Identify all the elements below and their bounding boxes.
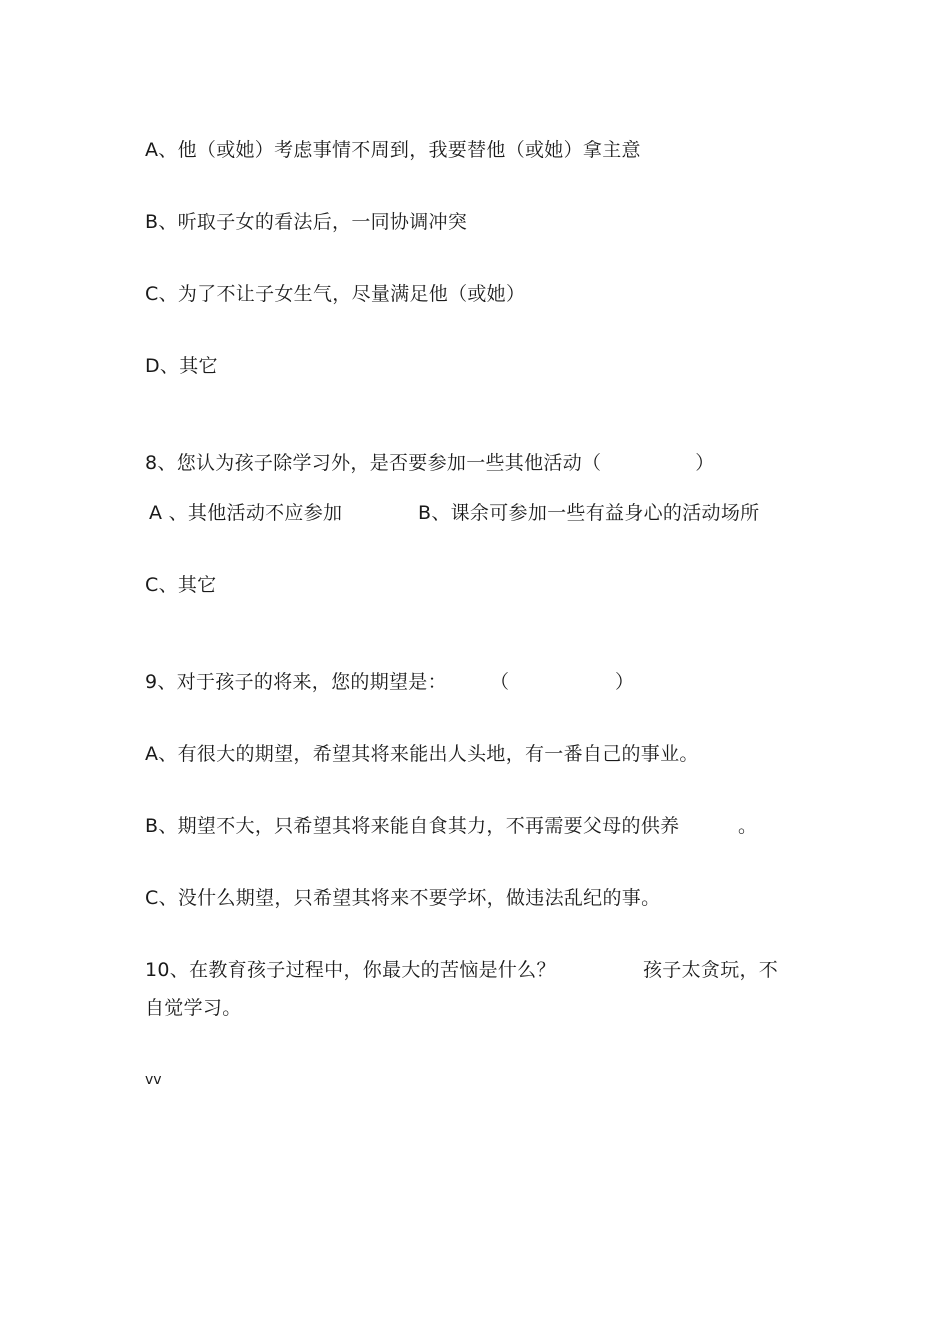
q9-open-paren: （ <box>490 671 510 693</box>
q10-answer-line1: 孩子太贪玩，不 <box>643 959 779 981</box>
q9-close-paren: ） <box>615 671 635 693</box>
q9-question-text: 9、对于孩子的将来，您的期望是： <box>145 671 447 693</box>
q9-option-b-end: 。 <box>738 815 758 837</box>
q9-option-a: A、有很大的期望，希望其将来能出人头地，有一番自己的事业。 <box>145 743 699 765</box>
q10-answer-line2: 自觉学习。 <box>145 997 242 1019</box>
q9-question <box>145 670 447 694</box>
q9-option-b: B、期望不大，只希望其将来能自食其力，不再需要父母的供养 <box>145 815 680 837</box>
q7-option-b: B、听取子女的看法后，一同协调冲突 <box>145 211 468 233</box>
q8-question-text: 8、您认为孩子除学习外，是否要参加一些其他活动（ <box>145 452 602 474</box>
q7-option-a: A、他（或她）考虑事情不周到，我要替他（或她）拿主意 <box>145 139 641 161</box>
q8-close-paren: ） <box>695 452 715 474</box>
q7-option-d: D、其它 <box>145 355 218 377</box>
q9-option-c: C、没什么期望，只希望其将来不要学坏，做违法乱纪的事。 <box>145 887 661 909</box>
footer-mark: vv <box>145 1072 162 1088</box>
q7-option-c: C、为了不让子女生气，尽量满足他（或她） <box>145 283 526 305</box>
q8-option-c: C、其它 <box>145 574 217 596</box>
q8-option-b: B、课余可参加一些有益身心的活动场所 <box>418 502 760 524</box>
q8-option-a: A 、其他活动不应参加 <box>149 502 343 524</box>
q8-question <box>145 451 715 475</box>
q10-question: 10、在教育孩子过程中，你最大的苦恼是什么？ <box>145 959 556 981</box>
